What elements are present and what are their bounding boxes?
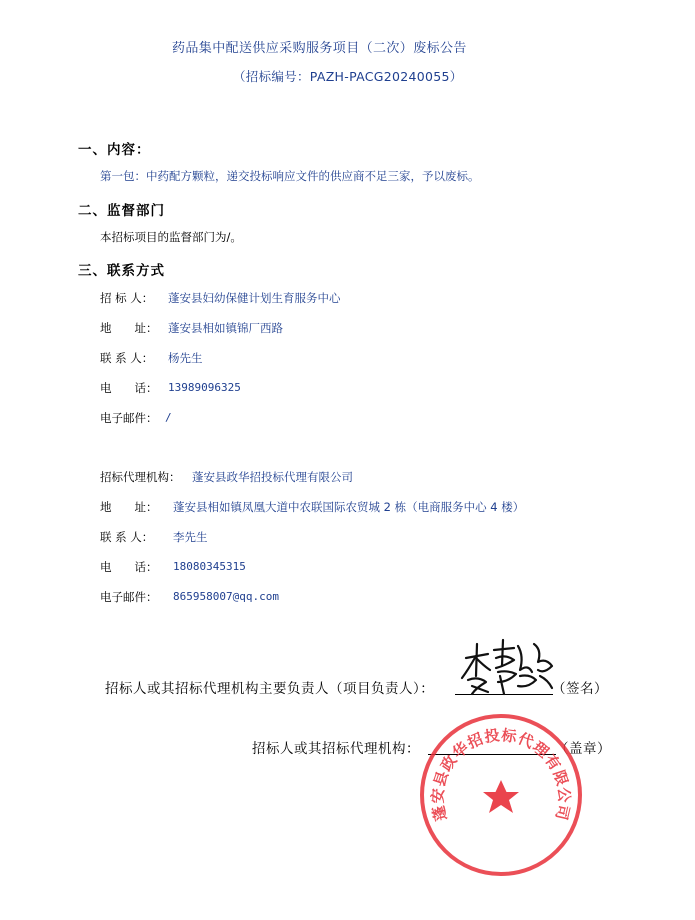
- notice-title: 药品集中配送供应采购服务项目（二次）废标公告: [172, 41, 467, 56]
- section-supervision-heading: 二、监督部门: [78, 203, 165, 219]
- tenderer-name-label: 招 标 人：: [100, 291, 154, 305]
- agency-name: 蓬安县政华招投标代理有限公司: [192, 470, 353, 484]
- section-contact-heading: 三、联系方式: [78, 263, 165, 279]
- org-seal-suffix: （盖章）: [555, 741, 611, 757]
- agency-address-label: 地 址：: [100, 500, 158, 514]
- official-seal: [418, 712, 584, 878]
- agency-email: 865958007@qq.com: [173, 590, 279, 603]
- tender-number: （招标编号：PAZH-PACG20240055）: [233, 69, 463, 84]
- section-content-heading: 一、内容：: [78, 142, 151, 158]
- tenderer-email: /: [165, 411, 172, 424]
- tenderer-address: 蓬安县相如镇锦厂西路: [168, 321, 283, 335]
- leader-signature-label: 招标人或其招标代理机构主要负责人（项目负责人）：: [105, 681, 435, 697]
- tenderer-address-label: 地 址：: [100, 321, 158, 335]
- agency-name-label: 招标代理机构：: [100, 470, 181, 484]
- agency-address: 蓬安县相如镇凤凰大道中农联国际农贸城 2 栋（电商服务中心 4 楼）: [173, 500, 525, 514]
- tenderer-contact-label: 联 系 人：: [100, 351, 154, 365]
- section-content-text: 第一包：中药配方颗粒，递交投标响应文件的供应商不足三家，予以废标。: [100, 169, 480, 183]
- svg-text:蓬安县政华招投标代理有限公司: 蓬安县政华招投标代理有限公司: [428, 726, 574, 823]
- agency-contact-label: 联 系 人：: [100, 530, 154, 544]
- leader-signature-suffix: （签名）: [552, 681, 608, 697]
- tenderer-phone: 13989096325: [168, 381, 241, 394]
- tenderer-contact: 杨先生: [168, 351, 203, 365]
- agency-email-label: 电子邮件：: [100, 590, 158, 604]
- org-seal-label: 招标人或其招标代理机构：: [252, 741, 420, 757]
- tenderer-name: 蓬安县妇幼保健计划生育服务中心: [168, 291, 341, 305]
- handwritten-signature: [458, 636, 558, 698]
- agency-contact: 李先生: [173, 530, 208, 544]
- tenderer-email-label: 电子邮件：: [100, 411, 158, 425]
- section-supervision-text: 本招标项目的监督部门为/。: [100, 230, 242, 244]
- agency-phone-label: 电 话：: [100, 560, 158, 574]
- tenderer-phone-label: 电 话：: [100, 381, 158, 395]
- agency-phone: 18080345315: [173, 560, 246, 573]
